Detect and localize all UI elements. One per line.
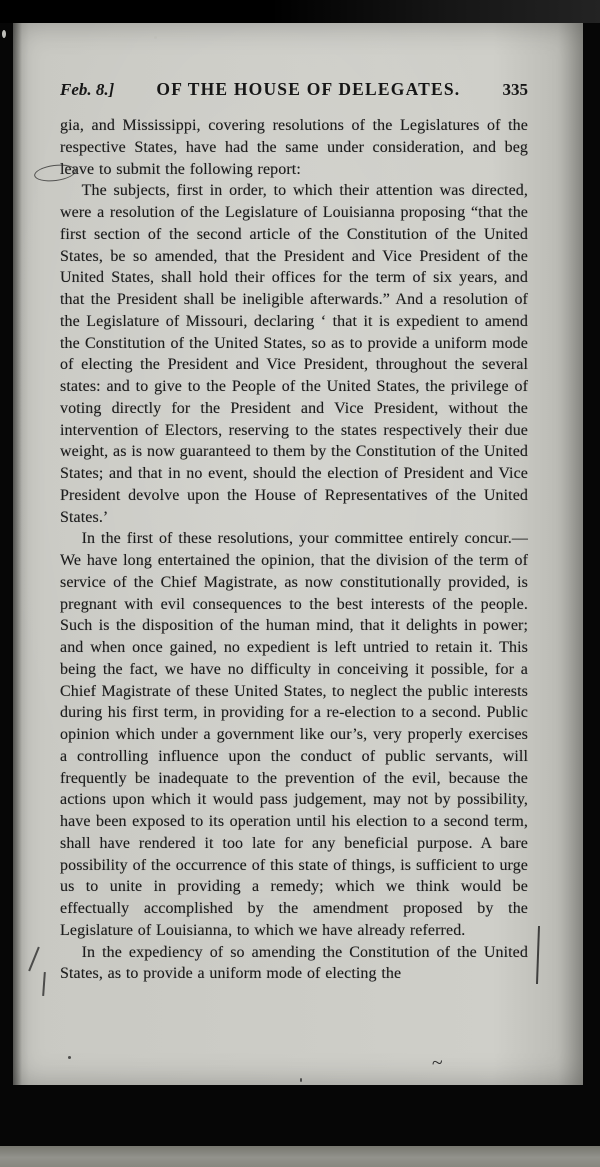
scan-speck	[2, 30, 6, 38]
page-content	[60, 79, 528, 985]
pen-mark: ~	[431, 1051, 444, 1075]
scanner-bed-strip	[0, 1146, 600, 1167]
paragraph-continuation: gia, and Mississippi, covering resolutions of the Legislatures of the respective States, have had the same under consideration, and beg leave to submit the following report:	[60, 117, 528, 178]
book-page-paper	[13, 23, 583, 1085]
running-head	[60, 79, 528, 100]
header-date: Feb. 8.]	[60, 80, 115, 99]
page-body	[60, 115, 528, 985]
paragraph: In the expediency of so amending the Constitution of the United States, as to provide a uniform mode of electing the	[60, 943, 528, 983]
paragraph: In the first of these resolutions, your committee entirely concur.—We have long entertained the opinion, that the division of the term of service of the Chief Magistrate, as now constitutionally provided, is pregnant with evil consequences to the best interests of the people. Such is the disposition of the human mind, that it delights in power; and when once gained, no expedient is left untried to retain it. This being the fact, we have no difficulty in conceiving it possible, for a Chief Magistrate of these United States, to neglect the public interests during his first term, in providing for a re-election to a second. Public opinion which under a government like our’s, very properly exercises a controlling influence upon the conduct of public servants, will frequently be inadequate to the prevention of the evil, because the actions upon which it would pass judgement, may not by possibility, have been exposed to its operation until his election to a second term, shall have rendered it too late for any beneficial purpose. A bare possibility of the occurrence of this state of things, is sufficient to urge us to unite in providing a remedy; which we think would be effectually accomplished by the amendment proposed by the Legislature of Louisianna, to which we have already referred.	[60, 530, 528, 939]
page-title: OF THE HOUSE OF DELEGATES.	[156, 79, 461, 99]
page-number: 335	[502, 80, 528, 99]
paragraph: The subjects, first in order, to which their attention was directed, were a resolution of the Legislature of Louisianna proposing “that the first section of the second article of the Constitution of the United States, be so amended, that the President and Vice President of the United States, shall hold their offices for the term of six years, and that the President shall be ineligible afterwards.” And a resolution of the Legislature of Missouri, declaring ‘ that it is expedient to amend the Constitution of the United States, so as to provide a uniform mode of electing the President and Vice President, throughout the several states: and to give to the People of the United States, the privilege of voting directly for the President and Vice President, without the intervention of Electors, reserving to the states respectively their due weight, as is now guaranteed to them by the Constitution of the United States; and that in no event, should the election of President and Vice President devolve upon the House of Representatives of the United States.’	[60, 182, 528, 526]
scan-edge-top	[0, 0, 600, 23]
